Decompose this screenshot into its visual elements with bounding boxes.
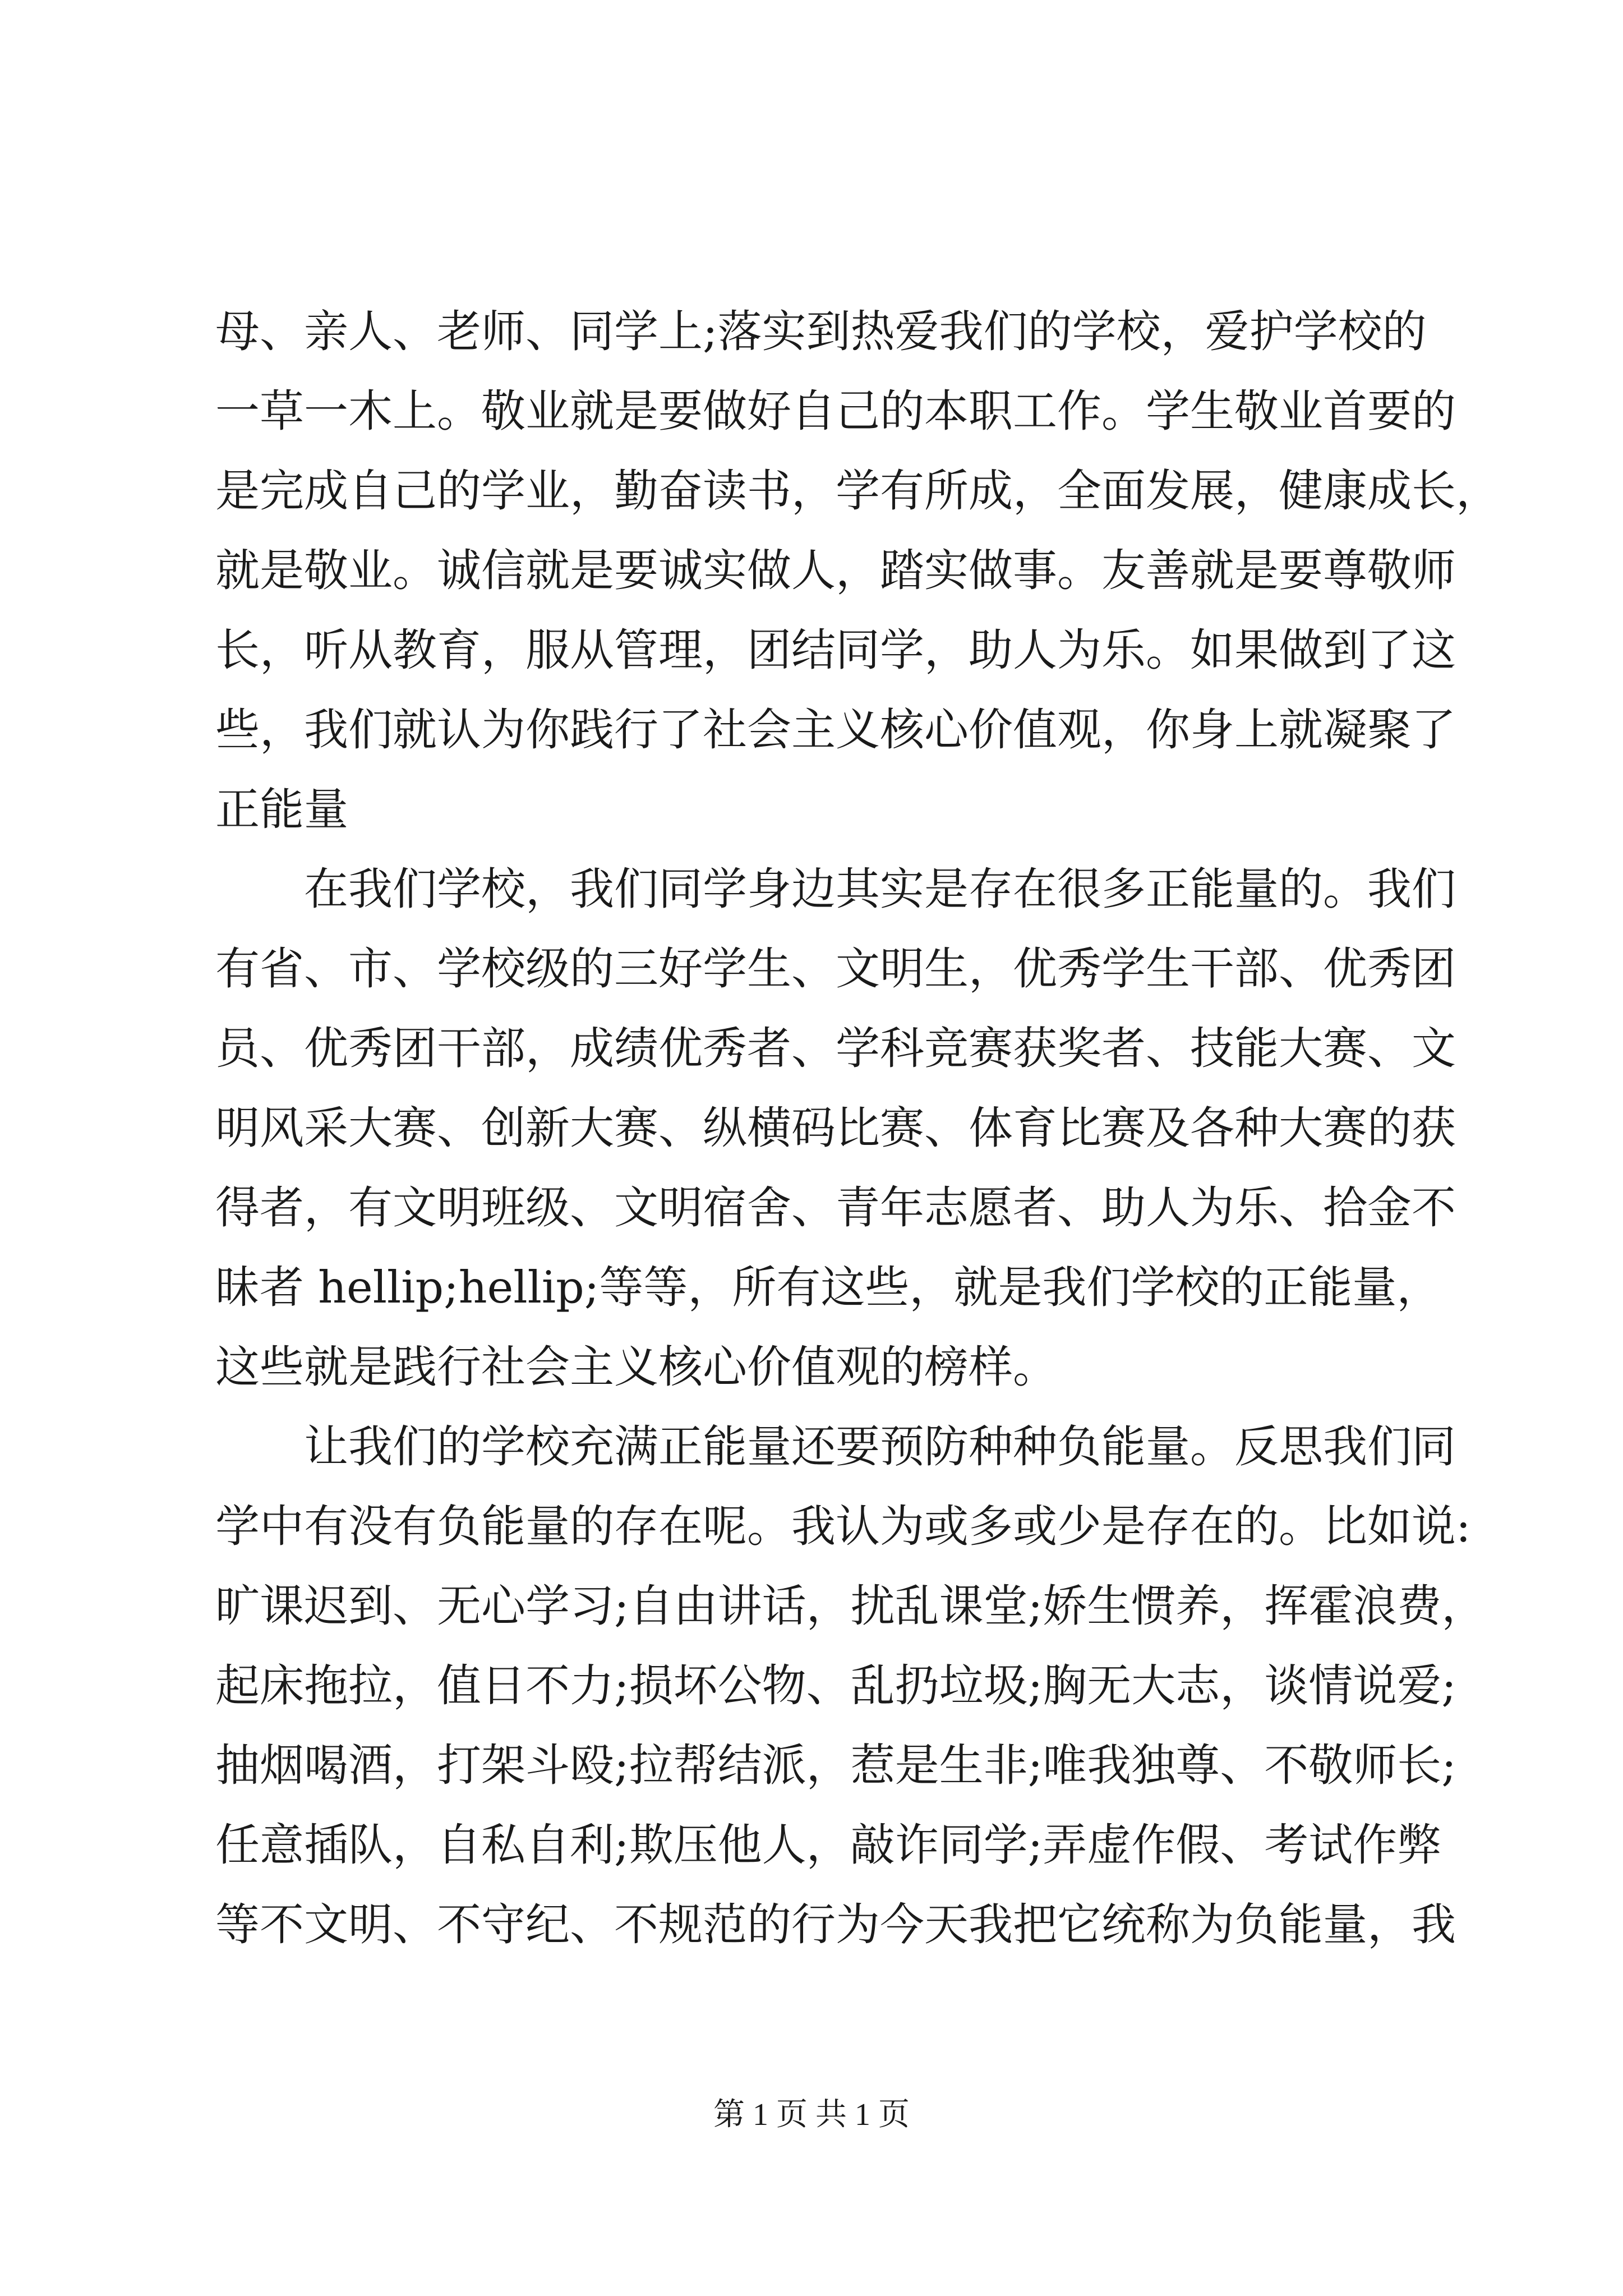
text-line: 抽烟喝酒，打架斗殴;拉帮结派，惹是生非;唯我独尊、不敬师长;: [215, 1740, 1456, 1791]
paragraph-first-line: 让我们的学校充满正能量还要预防种种负能量。反思我们同: [304, 1421, 1456, 1473]
text-line: 这些就是践行社会主义核心价值观的榜样。: [215, 1341, 1057, 1393]
text-line: 一草一木上。敬业就是要做好自己的本职工作。学生敬业首要的: [215, 385, 1456, 437]
text-line: 正能量: [215, 784, 348, 835]
text-line: 旷课迟到、无心学习;自由讲话，扰乱课堂;娇生惯养，挥霍浪费，: [215, 1580, 1486, 1632]
text-line: 昧者 hellip;hellip;等等，所有这些，就是我们学校的正能量，: [215, 1262, 1441, 1313]
document-body: [215, 292, 1500, 1964]
text-line: 有省、市、学校级的三好学生、文明生，优秀学生干部、优秀团: [215, 943, 1456, 995]
text-line: 母、亲人、老师、同学上;落实到热爱我们的学校，爱护学校的: [215, 306, 1427, 357]
text-line: 等不文明、不守纪、不规范的行为今天我把它统称为负能量，我: [215, 1899, 1456, 1950]
text-line: 起床拖拉，值日不力;损坏公物、乱扔垃圾;胸无大志，谈情说爱;: [215, 1660, 1456, 1711]
text-line: 长，听从教育，服从管理，团结同学，助人为乐。如果做到了这: [215, 624, 1456, 676]
text-line: 些，我们就认为你践行了社会主义核心价值观，你身上就凝聚了: [215, 704, 1456, 756]
text-line: 学中有没有负能量的存在呢。我认为或多或少是存在的。比如说:: [215, 1501, 1471, 1552]
page-footer: 第 1 页 共 1 页: [713, 2097, 910, 2132]
paragraph-first-line: 在我们学校，我们同学身边其实是存在很多正能量的。我们: [304, 863, 1456, 915]
text-line: 明风采大赛、创新大赛、纵横码比赛、体育比赛及各种大赛的获: [215, 1102, 1456, 1154]
text-line: 就是敬业。诚信就是要诚实做人，踏实做事。友善就是要尊敬师: [215, 545, 1456, 596]
text-line: 得者，有文明班级、文明宿舍、青年志愿者、助人为乐、拾金不: [215, 1182, 1456, 1234]
text-line: 是完成自己的学业，勤奋读书，学有所成，全面发展，健康成长，: [215, 465, 1500, 517]
text-line: 任意插队，自私自利;欺压他人，敲诈同学;弄虚作假、考试作弊: [215, 1819, 1442, 1871]
text-line: 员、优秀团干部，成绩优秀者、学科竞赛获奖者、技能大赛、文: [215, 1023, 1456, 1074]
